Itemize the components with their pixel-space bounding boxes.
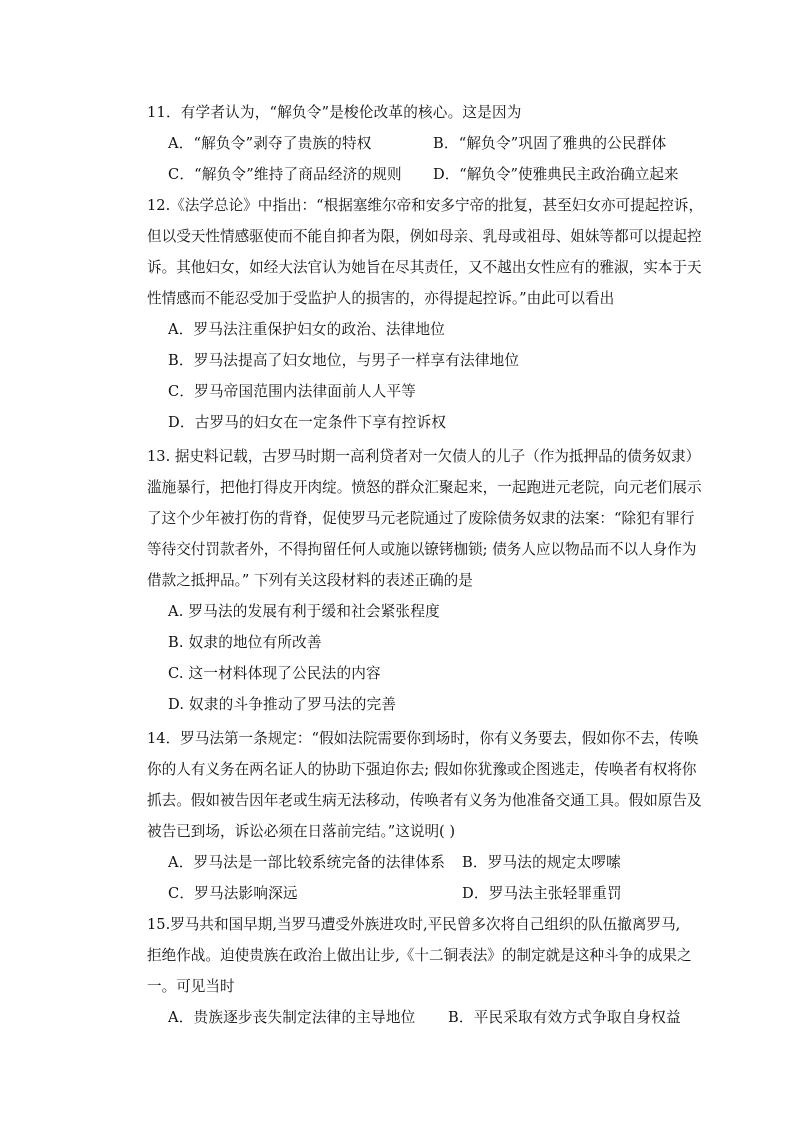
question-12-stem-line-2: 但以受天性情感驱使而不能自抑者为限，例如母亲、乳母或祖母、姐妹等都可以提起控 bbox=[147, 228, 702, 245]
question-13-stem-line-4: 等待交付罚款者外，不得拘留任何人或施以镣铐枷锁; 债务人应以物品而不以人身作为 bbox=[147, 541, 697, 558]
question-14-stem-line-2: 你的人有义务在两名证人的协助下强迫你去; 假如你犹豫或企图逃走，传唤者有权将你 bbox=[147, 761, 697, 778]
question-14-option-a: A．罗马法是一部比较系统完备的法律体系 bbox=[168, 854, 446, 871]
question-12-stem-line-3: 诉。其他妇女，如经大法官认为她旨在尽其责任，又不越出女性应有的雅淑，实本于天 bbox=[147, 259, 702, 276]
question-11-option-a: A．“解负令”剥夺了贵族的特权 bbox=[168, 135, 372, 152]
question-14-option-b: B．罗马法的规定太啰嗦 bbox=[462, 854, 621, 871]
question-12-stem-line-1: 12.《法学总论》中指出：“根据塞维尔帝和安多宁帝的批复，甚至妇女亦可提起控诉， bbox=[147, 197, 704, 214]
question-15-stem-line-3: 一。可见当时 bbox=[147, 978, 235, 995]
question-14-option-d: D．罗马法主张轻罪重罚 bbox=[462, 885, 622, 902]
question-14-option-c: C．罗马法影响深远 bbox=[168, 885, 298, 902]
question-14-stem-line-1: 14．罗马法第一条规定：“假如法院需要你到场时，你有义务要去，假如你不去，传唤 bbox=[147, 730, 699, 747]
question-13-option-a: A. 罗马法的发展有利于缓和社会紧张程度 bbox=[168, 603, 440, 620]
question-13-stem-line-1: 13. 据史料记载，古罗马时期一高利贷者对一欠债人的儿子（作为抵押品的债务奴隶） bbox=[147, 448, 701, 465]
question-12-stem-line-4: 性情感而不能忍受加于受监护人的损害的，亦得提起控诉。”由此可以看出 bbox=[147, 290, 615, 307]
question-13-option-b: B. 奴隶的地位有所改善 bbox=[168, 634, 322, 651]
question-14-stem-line-3: 抓去。假如被告因年老或生病无法移动，传唤者有义务为他准备交通工具。假如原告及 bbox=[147, 792, 702, 809]
question-11-stem: 11．有学者认为，“解负令”是梭伦改革的核心。这是因为 bbox=[147, 104, 522, 121]
question-13-option-c: C. 这一材料体现了公民法的内容 bbox=[168, 665, 381, 682]
question-12-option-a: A．罗马法注重保护妇女的政治、法律地位 bbox=[168, 321, 446, 338]
question-15-option-b: B．平民采取有效方式争取自身权益 bbox=[448, 1009, 681, 1026]
question-12-option-d: D．古罗马的妇女在一定条件下享有控诉权 bbox=[168, 414, 447, 431]
question-15-stem-line-1: 15.罗马共和国早期,当罗马遭受外族进攻时,平民曾多次将自己组织的队伍撤离罗马, bbox=[147, 916, 681, 933]
question-11-option-b: B．“解负令”巩固了雅典的公民群体 bbox=[433, 135, 667, 152]
question-13-stem-line-3: 了这个少年被打伤的背脊，促使罗马元老院通过了废除债务奴隶的法案：“除犯有罪行 bbox=[147, 510, 695, 527]
question-14-stem-line-4: 被告已到场，诉讼必须在日落前完结。”这说明( ) bbox=[147, 823, 456, 840]
question-12-option-c: C．罗马帝国范围内法律面前人人平等 bbox=[168, 383, 417, 400]
question-13-stem-line-5: 借款之抵押品。” 下列有关这段材料的表述正确的是 bbox=[147, 572, 473, 589]
question-15-option-a: A．贵族逐步丧失制定法律的主导地位 bbox=[168, 1009, 416, 1026]
question-11-option-d: D．“解负令”使雅典民主政治确立起来 bbox=[433, 166, 679, 183]
question-13-stem-line-2: 滥施暴行，把他打得皮开肉绽。愤怒的群众汇聚起来，一起跑进元老院，向元老们展示 bbox=[147, 479, 702, 496]
question-13-option-d: D. 奴隶的斗争推动了罗马法的完善 bbox=[168, 696, 397, 713]
question-11-option-c: C．“解负令”维持了商品经济的规则 bbox=[168, 166, 402, 183]
question-15-stem-line-2: 拒绝作战。迫使贵族在政治上做出让步,《十二铜表法》的制定就是这种斗争的成果之 bbox=[147, 947, 692, 964]
question-12-option-b: B．罗马法提高了妇女地位，与男子一样享有法律地位 bbox=[168, 352, 520, 369]
